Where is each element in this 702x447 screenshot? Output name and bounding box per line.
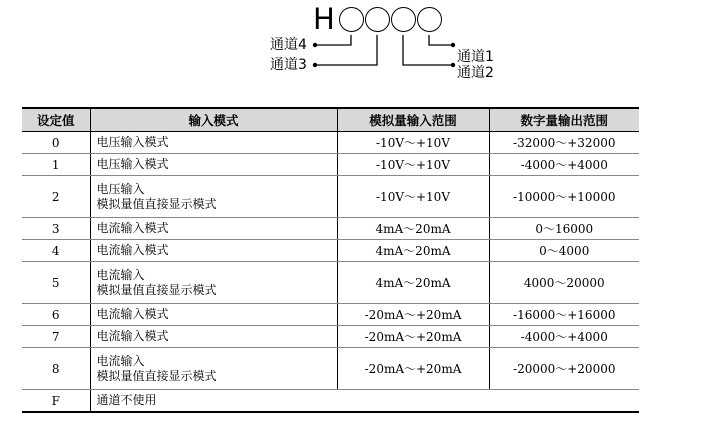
- channel-leader-lines: [0, 0, 702, 96]
- table-row: [22, 240, 639, 262]
- input-mode-cell: [90, 154, 337, 176]
- channel1-label: 通道1: [457, 49, 494, 65]
- header-setting-value: 设定值: [22, 108, 90, 132]
- input-mode-text: 电流输入模式: [96, 307, 169, 321]
- input-mode-text: 通道不使用: [96, 393, 157, 407]
- digital-output-range-cell: -16000～+16000: [489, 304, 639, 326]
- analog-input-range-cell: -10V～+10V: [337, 132, 489, 154]
- header-analog-input-range: 模拟量输入范围: [337, 108, 489, 132]
- setting-value-cell: F: [22, 390, 90, 413]
- input-mode-cell: [90, 348, 337, 390]
- setting-value-cell: 7: [22, 326, 90, 348]
- input-mode-text: 电流输入: [96, 267, 145, 282]
- table-header-row: [22, 108, 639, 132]
- analog-input-range-cell: -20mA～+20mA: [337, 348, 489, 390]
- input-mode-text: 电流输入模式: [96, 329, 169, 343]
- diagram-prefix: H: [313, 2, 335, 36]
- setting-value-cell: 5: [22, 262, 90, 304]
- input-mode-cell: [90, 240, 337, 262]
- digital-output-range-cell: 4000～20000: [489, 262, 639, 304]
- setting-value-cell: 8: [22, 348, 90, 390]
- input-mode-cell: [90, 218, 337, 240]
- input-mode-cell: [90, 326, 337, 348]
- channel2-label: 通道2: [457, 65, 494, 81]
- header-input-mode: 输入模式: [90, 108, 337, 132]
- table-row: [22, 390, 639, 413]
- analog-input-range-cell: 4mA～20mA: [337, 262, 489, 304]
- table-row: [22, 348, 639, 390]
- analog-input-range-cell: 4mA～20mA: [337, 218, 489, 240]
- input-mode-cell: [90, 304, 337, 326]
- digital-output-range-cell: -4000～+4000: [489, 326, 639, 348]
- input-mode-cell: [90, 390, 639, 413]
- table-row: [22, 304, 639, 326]
- input-mode-text: 模拟量值直接显示模式: [96, 196, 217, 211]
- channel-diagram: [0, 0, 702, 96]
- setting-value-cell: 6: [22, 304, 90, 326]
- input-mode-text: 电压输入模式: [96, 135, 169, 149]
- table-body: [22, 132, 639, 413]
- input-mode-text: 电压输入模式: [96, 157, 169, 171]
- analog-input-range-cell: -10V～+10V: [337, 176, 489, 218]
- channel4-label: 通道4: [270, 37, 307, 53]
- table-row: [22, 154, 639, 176]
- input-mode-text: 电流输入模式: [96, 221, 169, 235]
- setting-value-cell: 0: [22, 132, 90, 154]
- input-mode-text: 电流输入: [96, 353, 145, 368]
- digital-output-range-cell: 0～4000: [489, 240, 639, 262]
- table-row: [22, 218, 639, 240]
- input-mode-text: 模拟量值直接显示模式: [96, 282, 217, 297]
- input-mode-text: 电压输入: [96, 181, 145, 196]
- input-mode-cell: [90, 176, 337, 218]
- header-digital-output-range: 数字量输出范围: [489, 108, 639, 132]
- table-row: [22, 262, 639, 304]
- setting-value-cell: 4: [22, 240, 90, 262]
- table-row: [22, 326, 639, 348]
- digital-output-range-cell: 0～16000: [489, 218, 639, 240]
- setting-value-cell: 3: [22, 218, 90, 240]
- table-row: [22, 132, 639, 154]
- digital-output-range-cell: -10000～+10000: [489, 176, 639, 218]
- analog-input-range-cell: -10V～+10V: [337, 154, 489, 176]
- analog-input-range-cell: 4mA～20mA: [337, 240, 489, 262]
- digital-output-range-cell: -4000～+4000: [489, 154, 639, 176]
- table-row: [22, 176, 639, 218]
- setting-value-cell: 1: [22, 154, 90, 176]
- input-mode-table: [22, 107, 639, 413]
- setting-value-cell: 2: [22, 176, 90, 218]
- input-mode-cell: [90, 132, 337, 154]
- analog-input-range-cell: -20mA～+20mA: [337, 326, 489, 348]
- input-mode-text: 电流输入模式: [96, 243, 169, 257]
- digital-output-range-cell: -20000～+20000: [489, 348, 639, 390]
- analog-input-range-cell: -20mA～+20mA: [337, 304, 489, 326]
- channel3-label: 通道3: [270, 57, 307, 73]
- digital-output-range-cell: -32000～+32000: [489, 132, 639, 154]
- input-mode-text: 模拟量值直接显示模式: [96, 368, 217, 383]
- input-mode-cell: [90, 262, 337, 304]
